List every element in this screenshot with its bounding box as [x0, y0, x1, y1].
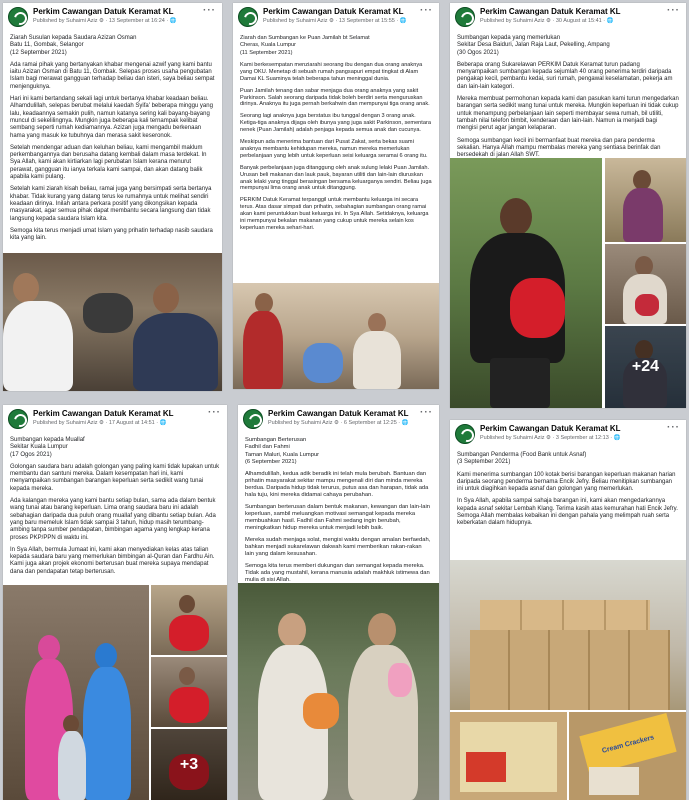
- person-legs: [490, 358, 550, 408]
- title-line: (17 Ogos 2021): [10, 451, 52, 458]
- bag-shape: [303, 343, 343, 383]
- more-photos-overlay[interactable]: +24: [605, 326, 686, 408]
- post-photo-thumb[interactable]: [569, 712, 686, 800]
- more-options-icon[interactable]: ···: [208, 407, 221, 418]
- bag-shape: [303, 693, 339, 729]
- post-title: [245, 437, 432, 466]
- person-head: [255, 293, 273, 313]
- post-meta[interactable]: Published by Suhaimi Aziz ⚙ · 13 September at 16:24 · 🌐: [33, 18, 177, 24]
- title-line: Fadhil dan Fahmi: [245, 444, 290, 451]
- person-head: [278, 613, 306, 647]
- post-paragraph: Banyak perbelanjaan juga ditanggung oleh anak sulung lelaki Puan Jamilah. Urusan beli makanan dan lauk pauk, bayaran utiliti dan lain-lain diuruskan anak lelaki yang tinggal berasingan bersama keluarganya sendiri. Beliau juga mempunyai lima orang anak untuk ditanggung.: [240, 164, 432, 192]
- person-head: [153, 283, 179, 313]
- person-body: [83, 667, 131, 800]
- person-head: [635, 256, 653, 276]
- bag-shape: [169, 615, 209, 651]
- post-card: [450, 3, 686, 408]
- post-paragraph: Semoga kita terus memberi dukungan dan semangat kepada mereka. Tidak ada yang mustahil, kerana manusia adalah makhluk istimewa dan mulia di sisi Allah.: [245, 563, 430, 584]
- person-body: [3, 301, 73, 391]
- title-line: Cheras, Kuala Lumpur: [240, 42, 296, 49]
- post-paragraph: Semoga sumbangan kecil ini bermanfaat buat mereka dan para penderma sekalian. Hanya Allah mampu membalas mereka yang sentiasa berinfak dan bersedekah di jalan Allah SWT.: [457, 137, 661, 159]
- product-label: Cream Crackers: [601, 733, 655, 755]
- title-line: Ziarah dan Sumbangan ke Puan Jamilah bt Selamat: [240, 35, 370, 41]
- post-meta[interactable]: Published by Suhaimi Aziz ⚙ · 30 August at 15:41 · 🌐: [480, 18, 614, 24]
- title-line: Ziarah Susulan kepada Saudara Azizan Osman: [10, 35, 137, 41]
- post-header: [450, 420, 686, 450]
- post-meta[interactable]: Published by Suhaimi Aziz ⚙ · 17 August at 14:51 · 🌐: [33, 420, 167, 426]
- post-paragraph: Ada ramai pihak yang bertanyakan khabar mengenai azwif yang kami bantu iaitu Azizan Osman di Batu 11, Gombak. Selepas proses usaha pengubatan Islam bagi merawat gangguan terhadap beliau dan isteri, saya beliau sempat menjenguknya.: [10, 61, 215, 90]
- box-stack: [470, 630, 670, 710]
- bag-shape: [635, 294, 659, 316]
- post-paragraph: Mereka sudah menjaga solat, mengisi waktu dengan amalan berfaedah, bahkan menjadi sukarelawan dakwah kami memberikan rakan-rakan lain yang dalam kesusahan.: [245, 537, 431, 558]
- page-logo-icon[interactable]: [455, 7, 475, 27]
- post-paragraph: Golongan saudara baru adalah golongan yang paling kami tidak lupakan untuk membantu dan santuni mereka. Dalam kesempatan hari ini, kami menyampaikan sumbangan barangan keperluan serta sedikit wang tunai kepada mereka.: [10, 463, 220, 492]
- post-photo-thumb[interactable]: [605, 326, 686, 408]
- page-logo-icon[interactable]: [238, 7, 258, 27]
- post-paragraph: Sumbangan berterusan dalam bentuk makanan, kewangan dan lain-lain keperluan, sambil meluangkan motivasi semangat kepada mereka membuahkan hasil. Fadhil dan Fahmi sedang ingin berubah, meningkatkan hidup mereka untuk menjadi lebih baik.: [245, 504, 430, 532]
- post-paragraph: In Sya Allah, apabila sampai sahaja barangan ini, kami akan mengedarkannya kepada asnaf sekitar Lembah Klang. Terima kasih atas kemurahan hati Encik Jefry. Semoga Allah membalas kebaikan ini dengan pahala yang melimpah ruah serta keberkatan dalam hidupnya.: [457, 498, 678, 527]
- title-line: (11 September 2021): [240, 49, 293, 56]
- person-head: [368, 313, 386, 333]
- post-body: [450, 33, 686, 159]
- post-paragraph: Puan Jamilah tenang dan sabar menjaga dua orang anaknya yang sakit Parkinson. Salah seorang daripada tidak boleh berdiri serta menguruskan dirinya. Anaknya itu juga pernah berkahwin dan mempunyai tiga orang anak.: [240, 87, 430, 108]
- post-paragraph: Setelah kami ziarah kisah beliau, ramai juga yang bersimpati serta bertanya khabar. Tidak kurang yang datang terus ke rumahnya untuk melihat sendiri keadaan dirinya. Inilah antara perkara positif yang dikongsikan kepada masyarakat, agar semua pihak dapat membantu secara langsung dan tidak langsung kepada saudara Islam kita.: [10, 186, 212, 222]
- page-name-link[interactable]: Perkim Cawangan Datuk Keramat KL: [268, 409, 409, 418]
- box-item: [579, 713, 676, 775]
- title-line: Taman Maluri, Kuala Lumpur: [245, 451, 320, 458]
- post-header: [238, 405, 439, 435]
- page-logo-icon[interactable]: [8, 409, 28, 429]
- title-line: Sumbangan kepada yang memerlukan: [457, 35, 561, 41]
- post-body: [3, 33, 222, 242]
- post-photo-thumb[interactable]: [450, 712, 567, 800]
- page-name-link[interactable]: Perkim Cawangan Datuk Keramat KL: [33, 409, 174, 418]
- post-card: [233, 3, 439, 389]
- person-body: [623, 188, 663, 242]
- post-paragraph: Beberapa orang Sukarelawan PERKIM Datuk Keramat turun padang menyampaikan sumbangan kepada sejumlah 40 orang penerima terdiri daripada pengakap kecil, pembantu kedai, suri rumah, pengawal keselamatan, pekerja am dan lain-lain kategori.: [457, 61, 673, 90]
- person-body: [133, 313, 218, 391]
- more-options-icon[interactable]: ···: [420, 5, 433, 16]
- title-line: Sumbangan Penderma (Food Bank untuk Asnaf): [457, 452, 587, 458]
- person-head: [38, 635, 60, 661]
- post-paragraph: Mereka membuat permohonan kepada kami dan pasukan kami turun mengedarkan barangan serta sedikit wang tunai untuk mereka. Mungkin keperluan ini tidak cukup untuk menampung perbelanjaan lain seperti membayar sewa rumah, bil utiliti, tambah nilai telefon bimbit, kenderaan dan lain-lain. Namun ia menjadi bagi mengisi perut agar jangan kelaparan.: [457, 96, 679, 132]
- post-photo[interactable]: [233, 283, 439, 389]
- title-line: Batu 11, Gombak, Selangor: [10, 42, 84, 49]
- more-options-icon[interactable]: ···: [667, 422, 680, 433]
- bag-shape: [169, 687, 209, 723]
- bag-shape: [83, 293, 133, 333]
- more-options-icon[interactable]: ···: [667, 5, 680, 16]
- page-logo-icon[interactable]: [8, 7, 28, 27]
- post-header: [3, 3, 222, 33]
- title-line: (12 September 2021): [10, 49, 67, 56]
- post-photo[interactable]: [238, 583, 439, 800]
- bag-shape: [510, 278, 565, 338]
- post-card: [450, 420, 686, 800]
- post-paragraph: Seorang lagi anaknya juga berstatus ibu tunggal dengan 3 orang anak. Ketiga-tiga anaknya dijaga oleh ibunya yang juga sakit Parkinson, sementara nenek (Puan Jamilah) adalah penjaga kepada semua anak dan cucunya.: [240, 113, 431, 134]
- person-body: [243, 311, 283, 389]
- post-paragraph: Hari ini kami bertandang sekali lagi untuk bertanya khabar keadaan beliau. Alhamdulillah, selepas berubat melalui kaedah Syifa' beberapa minggu yang lalu, keadaannya semakin pulih, namun katanya sering kali bayang-bayang muncul di sekelilingnya. Mungkin juga beberapa kali ternampak kelibat sembang seperti rumah kediamannya. Azizan juga mengadu berkenaan hama yang masuk ke tubuhnya dan merasa sakit keseronok.: [10, 96, 213, 139]
- post-card: [3, 405, 227, 800]
- post-title: [457, 452, 679, 467]
- post-paragraph: Alhamdulillah, kedua adik beradik ini telah mula berubah. Bantuan dan prihatin masyarakat sekitar mampu mengenali diri dan minda mereka berdua. Daripada hidup tidak terurus, putus asa dan harapan, tidak ada hala tuju, kini mereka didamai cahaya perubahan.: [245, 471, 429, 499]
- bag-shape: [388, 663, 412, 697]
- post-paragraph: PERKIM Datuk Keramat terpanggil untuk membantu keluarga ini secara terus. Atas dasar simpati dan prihatin, sebahagian sumbangan orang ramai akan kami peruntukkan buat keluarga ini. In Sya Allah. Setidaknya, keluarga ini mempunyai bekalan makanan yang cukup untuk mereka selain kos keperluan mereka sehari-hari.: [240, 197, 429, 232]
- post-photo-main[interactable]: [450, 158, 602, 408]
- post-body: [3, 435, 227, 576]
- post-paragraph: Meskipun ada menerima bantuan dari Pusat Zakat, serta bekas suami anaknya membantu kehidupan mereka, namun mereka memerlukan perbelanjaan yang lebih untuk keperluan seisi keluarga seramai 6 orang itu.: [240, 139, 428, 159]
- post-photo-thumb[interactable]: [151, 729, 227, 800]
- post-paragraph: Semoga kita terus menjadi umat Islam yang prihatin terhadap nasib saudara kita yang lain.: [10, 227, 213, 242]
- post-paragraph: Kami berkesempatan menziarahi seorang ibu dengan dua orang anaknya yang OKU. Menetap di sebuah rumah pangsapuri empat tingkat di Alam Damai KL Suaminya telah beberapa tahun meninggal dunia.: [240, 61, 423, 82]
- page-name-link[interactable]: Perkim Cawangan Datuk Keramat KL: [480, 424, 621, 433]
- person-head: [500, 198, 532, 236]
- post-photo-thumb[interactable]: [605, 158, 686, 242]
- person-body: [353, 331, 401, 389]
- post-photo[interactable]: [3, 253, 222, 391]
- page-name-link[interactable]: Perkim Cawangan Datuk Keramat KL: [480, 7, 621, 16]
- page-name-link[interactable]: Perkim Cawangan Datuk Keramat KL: [33, 7, 174, 16]
- post-card: [238, 405, 439, 800]
- title-line: (30 Ogos 2021): [457, 49, 499, 56]
- post-paragraph: Ada kalangan mereka yang kami bantu setiap bulan, sama ada dalam bentuk wang tunai atau barang keperluan. Lima orang saudara baru ini adalah sebahagian daripada dua puluh orang muallaf yang dibantu setiap bulan. Ada yang baru memeluk Islam tidak sampai 3 tahun, hidup masih terumbang-ambing tanpa sumber pendapatan, bimbingan agama yang lengkap kerana proses PKP/PPN di waktu ini.: [10, 498, 216, 541]
- post-photo-main[interactable]: [3, 585, 149, 800]
- post-header: [450, 3, 686, 33]
- post-title: [10, 35, 215, 57]
- box-item: [466, 752, 506, 782]
- post-paragraph: Setelah mendengar aduan dan keluhan beliau, kami mengambil maklum perkembangannya dan berusaha datang kembali dalam masa terdekat. In Sya Allah, kami akan kirtiarkan lagi perubatan Islam kerana menurut perawat, gangguan itu ianya terkala kami sampai, dan akan datang balik apabila kami pulang.: [10, 144, 207, 181]
- person-head: [368, 613, 396, 647]
- post-title: [240, 35, 432, 57]
- post-header: [3, 405, 227, 435]
- page-logo-icon[interactable]: [455, 424, 475, 444]
- post-paragraph: Kami menerima sumbangan 100 kotak berisi barangan keperluan makanan harian daripada seorang penderma bernama Encik Jefry. Beliau menitipkan sumbangan ini untuk diagihkan kepada asnaf dan golongan yang memerlukan.: [457, 471, 676, 493]
- post-meta[interactable]: Published by Suhaimi Aziz ⚙ · 3 September at 12:13 · 🌐: [480, 435, 621, 441]
- post-title: [10, 437, 220, 459]
- page-logo-icon[interactable]: [243, 409, 263, 429]
- title-line: (3 September 2021): [457, 459, 511, 466]
- title-line: Sumbangan Berterusan: [245, 437, 307, 443]
- post-photo-thumb[interactable]: [151, 585, 227, 655]
- person-head: [13, 273, 39, 303]
- post-photo-thumb[interactable]: [151, 657, 227, 727]
- person-head: [95, 643, 117, 669]
- title-line: Sekitar Desa Baiduri, Jalan Raja Laut, Pekelling, Ampang: [457, 42, 610, 49]
- person-head: [179, 667, 195, 685]
- box-item: [589, 767, 639, 795]
- post-photo-thumb[interactable]: [605, 244, 686, 324]
- post-title: [457, 35, 679, 57]
- post-body: [238, 435, 439, 584]
- post-meta[interactable]: Published by Suhaimi Aziz ⚙ · 6 September at 12:25 · 🌐: [268, 420, 409, 426]
- title-line: (6 September 2021): [245, 458, 297, 465]
- post-card: [3, 3, 222, 391]
- post-header: [233, 3, 439, 33]
- post-body: [233, 33, 439, 232]
- more-photos-overlay[interactable]: +3: [151, 729, 227, 800]
- post-meta[interactable]: Published by Suhaimi Aziz ⚙ · 13 September at 15:55 · 🌐: [263, 18, 407, 24]
- page-name-link[interactable]: Perkim Cawangan Datuk Keramat KL: [263, 7, 404, 16]
- title-line: Sekitar Kuala Lumpur: [10, 444, 68, 451]
- person-body: [58, 731, 86, 800]
- post-body: [450, 450, 686, 528]
- more-options-icon[interactable]: ···: [420, 407, 433, 418]
- more-options-icon[interactable]: ···: [203, 5, 216, 16]
- box-stack: [480, 600, 650, 630]
- person-head: [633, 170, 651, 190]
- person-head: [179, 595, 195, 613]
- post-photo-main[interactable]: [450, 560, 686, 710]
- post-paragraph: In Sya Allah, bermula Jumaat ini, kami akan menyediakan kelas atas talian kepada saudara baru yang memerlukan bimbingan al-Quran dan Fardhu Ain. Kami juga akan projek ekonomi berterusan buat mereka supaya mendapat dana dan pendapatan tetap berterusan.: [10, 546, 215, 575]
- title-line: Sumbangan kepada Muallaf: [10, 437, 85, 443]
